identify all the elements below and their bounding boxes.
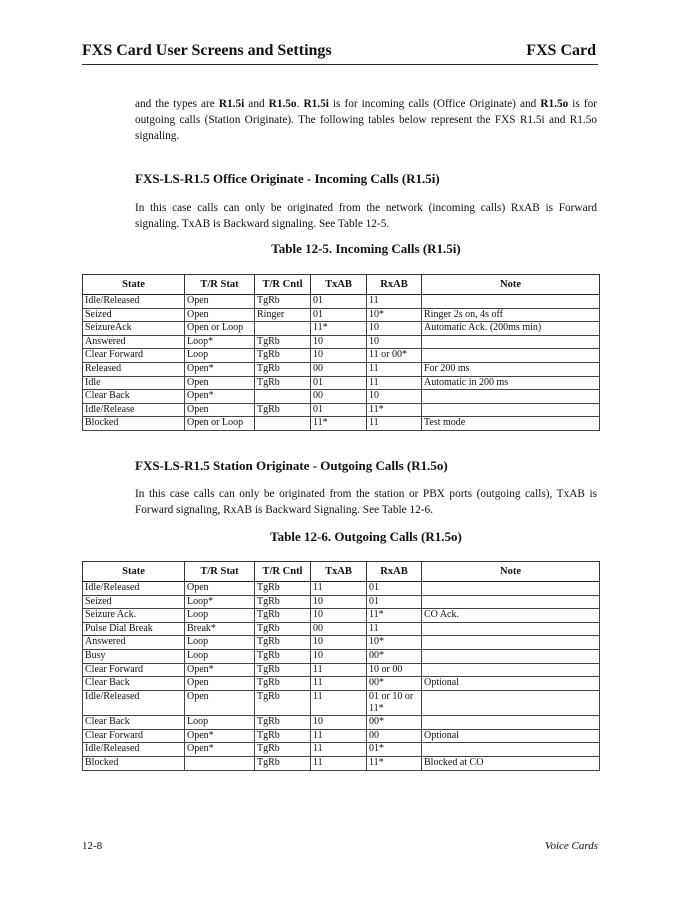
section-heading-incoming: FXS-LS-R1.5 Office Originate - Incoming Calls (R1.5i)	[135, 171, 440, 186]
table-cell: 00*	[367, 716, 422, 730]
table-cell: Loop*	[185, 595, 255, 609]
table-row	[83, 376, 600, 390]
table-cell: 10	[311, 636, 367, 650]
table-cell: 10	[367, 335, 422, 349]
table-cell: Open	[185, 376, 255, 390]
table-caption-outgoing: Table 12-6. Outgoing Calls (R1.5o)	[270, 529, 462, 544]
table-cell: TgRb	[255, 403, 311, 417]
table-cell	[422, 636, 600, 650]
table-cell: 00	[311, 390, 367, 404]
table-cell	[422, 663, 600, 677]
col-header-note: Note	[422, 562, 600, 582]
table-row	[83, 595, 600, 609]
section-heading-outgoing: FXS-LS-R1.5 Station Originate - Outgoing Calls (R1.5o)	[135, 458, 448, 473]
table-cell: 10	[311, 349, 367, 363]
table-cell: Idle/Released	[83, 690, 185, 715]
table-cell: Loop	[185, 636, 255, 650]
section-body-incoming: In this case calls can only be originated from the network (incoming calls) RxAB is Forward signaling. TxAB is Backward signaling. See Table 12-5.	[135, 202, 597, 230]
table-row	[83, 663, 600, 677]
col-header-tr-stat: T/R Stat	[185, 562, 255, 582]
table-cell: Open	[185, 690, 255, 715]
header-title: FXS Card User Screens and Settings	[82, 42, 332, 59]
table-row	[83, 609, 600, 623]
table-cell: TgRb	[255, 622, 311, 636]
table-cell: Automatic in 200 ms	[422, 376, 600, 390]
table-cell: Open	[185, 308, 255, 322]
table-cell: Open*	[185, 729, 255, 743]
table-cell: 11*	[367, 756, 422, 770]
table-cell: TgRb	[255, 756, 311, 770]
table-cell: Pulse Dial Break	[83, 622, 185, 636]
table-cell: Clear Back	[83, 716, 185, 730]
table-cell	[255, 322, 311, 336]
table-cell: Loop	[185, 716, 255, 730]
table-cell: 00*	[367, 649, 422, 663]
table-cell	[422, 716, 600, 730]
table-cell: 11*	[367, 403, 422, 417]
table-row	[83, 417, 600, 431]
table-cell: 10	[311, 716, 367, 730]
table-cell	[185, 756, 255, 770]
table-cell: TgRb	[255, 595, 311, 609]
table-cell: 10	[367, 322, 422, 336]
table-cell: Loop	[185, 349, 255, 363]
table-cell: Optional	[422, 677, 600, 691]
table-cell: TgRb	[255, 362, 311, 376]
table-cell: TgRb	[255, 690, 311, 715]
table-cell: Automatic Ack. (200ms min)	[422, 322, 600, 336]
table-cell: TgRb	[255, 716, 311, 730]
table-cell: 11	[311, 690, 367, 715]
page-number: 12-8	[82, 840, 103, 852]
table-row	[83, 756, 600, 770]
table-cell: Open	[185, 295, 255, 309]
table-cell: TgRb	[255, 335, 311, 349]
table-cell: TgRb	[255, 729, 311, 743]
table-cell: Idle/Released	[83, 295, 185, 309]
col-header-state: State	[83, 275, 185, 295]
col-header-tr-cntl: T/R Cntl	[255, 562, 311, 582]
table-cell: Loop	[185, 609, 255, 623]
table-cell: Idle	[83, 376, 185, 390]
table-cell: Seized	[83, 595, 185, 609]
table-cell: Seizure Ack.	[83, 609, 185, 623]
table-cell: Open*	[185, 663, 255, 677]
table-row	[83, 729, 600, 743]
table-row	[83, 636, 600, 650]
table-cell: 00	[367, 729, 422, 743]
table-row	[83, 295, 600, 309]
table-cell: 10 or 00	[367, 663, 422, 677]
section-outgoing	[135, 458, 597, 474]
table-cell: 11	[311, 677, 367, 691]
table-row	[83, 322, 600, 336]
table-cell: Clear Forward	[83, 349, 185, 363]
table-cell: 11	[367, 376, 422, 390]
table-header-row	[83, 562, 600, 582]
table-row	[83, 716, 600, 730]
table-cell	[422, 582, 600, 596]
intro-paragraph: and the types are R1.5i and R1.5o. R1.5i is for incoming calls (Office Originate) and R1.5o is for outgoing calls (Station Originate). The following tables below represent the FXS R1.5i and R1.5o signaling.	[135, 98, 598, 142]
table-cell: Open or Loop	[185, 417, 255, 431]
table-cell: TgRb	[255, 349, 311, 363]
table-cell: 01	[367, 582, 422, 596]
col-header-tr-cntl: T/R Cntl	[255, 275, 311, 295]
table-cell	[422, 335, 600, 349]
col-header-state: State	[83, 562, 185, 582]
table-cell: 01	[311, 376, 367, 390]
table-cell	[422, 690, 600, 715]
table-caption-incoming: Table 12-5. Incoming Calls (R1.5i)	[271, 241, 461, 256]
table-cell: Test mode	[422, 417, 600, 431]
col-header-rxab: RxAB	[367, 562, 422, 582]
table-cell: 11*	[311, 322, 367, 336]
table-cell: 01	[311, 403, 367, 417]
col-header-txab: TxAB	[311, 562, 367, 582]
table-cell: 11	[367, 295, 422, 309]
table-row	[83, 349, 600, 363]
table-row	[83, 335, 600, 349]
table-cell: 01	[367, 595, 422, 609]
table-cell: TgRb	[255, 582, 311, 596]
table-cell	[422, 295, 600, 309]
table-cell: Idle/Release	[83, 403, 185, 417]
table-cell: Open or Loop	[185, 322, 255, 336]
table-row	[83, 308, 600, 322]
table-cell	[422, 622, 600, 636]
col-header-rxab: RxAB	[367, 275, 422, 295]
table-cell: Break*	[185, 622, 255, 636]
table-cell: 01*	[367, 743, 422, 757]
table-cell: For 200 ms	[422, 362, 600, 376]
table-cell: 10*	[367, 636, 422, 650]
table-cell: TgRb	[255, 609, 311, 623]
table-cell: 11	[367, 622, 422, 636]
intro-block	[135, 96, 597, 144]
table-row	[83, 649, 600, 663]
table-cell: Ringer 2s on, 4s off	[422, 308, 600, 322]
table-cell: Answered	[83, 335, 185, 349]
table-cell: 11	[311, 756, 367, 770]
table-row	[83, 690, 600, 715]
table-row	[83, 582, 600, 596]
table-cell: 10	[311, 335, 367, 349]
table-cell: Loop	[185, 649, 255, 663]
table-cell: Ringer	[255, 308, 311, 322]
header-section: FXS Card	[526, 42, 596, 59]
table-cell: Clear Forward	[83, 729, 185, 743]
table-cell: Seized	[83, 308, 185, 322]
section-incoming	[135, 171, 597, 187]
table-cell: Open	[185, 403, 255, 417]
table-cell	[422, 390, 600, 404]
table-row	[83, 403, 600, 417]
table-cell: Open	[185, 677, 255, 691]
table-cell: 10	[311, 649, 367, 663]
table-cell: 01	[311, 308, 367, 322]
table-cell: CO Ack.	[422, 609, 600, 623]
table-cell: Open	[185, 582, 255, 596]
table-cell: Blocked	[83, 417, 185, 431]
table-cell: 11	[311, 743, 367, 757]
col-header-note: Note	[422, 275, 600, 295]
table-cell: TgRb	[255, 295, 311, 309]
table-cell: 00*	[367, 677, 422, 691]
table-header-row	[83, 275, 600, 295]
table-cell: Loop*	[185, 335, 255, 349]
table-cell: Open*	[185, 743, 255, 757]
table-cell	[422, 649, 600, 663]
table-cell: TgRb	[255, 376, 311, 390]
table-cell: Answered	[83, 636, 185, 650]
outgoing-calls-table	[82, 561, 600, 771]
table-cell: 11	[311, 663, 367, 677]
table-cell	[255, 390, 311, 404]
table-cell: TgRb	[255, 677, 311, 691]
table-cell: 10*	[367, 308, 422, 322]
table-cell: Idle/Released	[83, 743, 185, 757]
table-cell: TgRb	[255, 743, 311, 757]
table-cell	[422, 743, 600, 757]
table-cell: 00	[311, 362, 367, 376]
table-row	[83, 390, 600, 404]
table-cell: Clear Back	[83, 677, 185, 691]
table-cell	[255, 417, 311, 431]
table-cell: 00	[311, 622, 367, 636]
table-cell: Blocked at CO	[422, 756, 600, 770]
table-cell: 10	[367, 390, 422, 404]
table-row	[83, 362, 600, 376]
table-cell: Open*	[185, 390, 255, 404]
table-cell: 11*	[367, 609, 422, 623]
table-cell: 11 or 00*	[367, 349, 422, 363]
table-cell: Busy	[83, 649, 185, 663]
page-header	[82, 42, 598, 65]
table-cell	[422, 595, 600, 609]
table-cell: 01	[311, 295, 367, 309]
table-cell: 11	[311, 729, 367, 743]
table-cell: Clear Back	[83, 390, 185, 404]
table-row	[83, 677, 600, 691]
table-cell: Released	[83, 362, 185, 376]
table-row	[83, 743, 600, 757]
incoming-calls-table	[82, 274, 600, 431]
table-cell: 01 or 10 or 11*	[367, 690, 422, 715]
table-cell: Clear Forward	[83, 663, 185, 677]
table-cell: 10	[311, 609, 367, 623]
table-cell: 11	[311, 582, 367, 596]
table-cell: Blocked	[83, 756, 185, 770]
table-cell: 10	[311, 595, 367, 609]
table-cell: TgRb	[255, 649, 311, 663]
table-cell: TgRb	[255, 663, 311, 677]
col-header-tr-stat: T/R Stat	[185, 275, 255, 295]
table-cell: Idle/Released	[83, 582, 185, 596]
table-cell: SeizureAck	[83, 322, 185, 336]
table-cell: 11*	[311, 417, 367, 431]
col-header-txab: TxAB	[311, 275, 367, 295]
table-cell: 11	[367, 417, 422, 431]
section-body-outgoing: In this case calls can only be originated from the station or PBX ports (outgoing calls), TxAB is Forward signaling, RxAB is Backward Signaling. See Table 12-6.	[135, 488, 597, 516]
table-row	[83, 622, 600, 636]
table-cell	[422, 349, 600, 363]
table-cell: Optional	[422, 729, 600, 743]
table-cell: Open*	[185, 362, 255, 376]
table-cell: TgRb	[255, 636, 311, 650]
book-title: Voice Cards	[544, 840, 598, 852]
table-cell: 11	[367, 362, 422, 376]
table-cell	[422, 403, 600, 417]
